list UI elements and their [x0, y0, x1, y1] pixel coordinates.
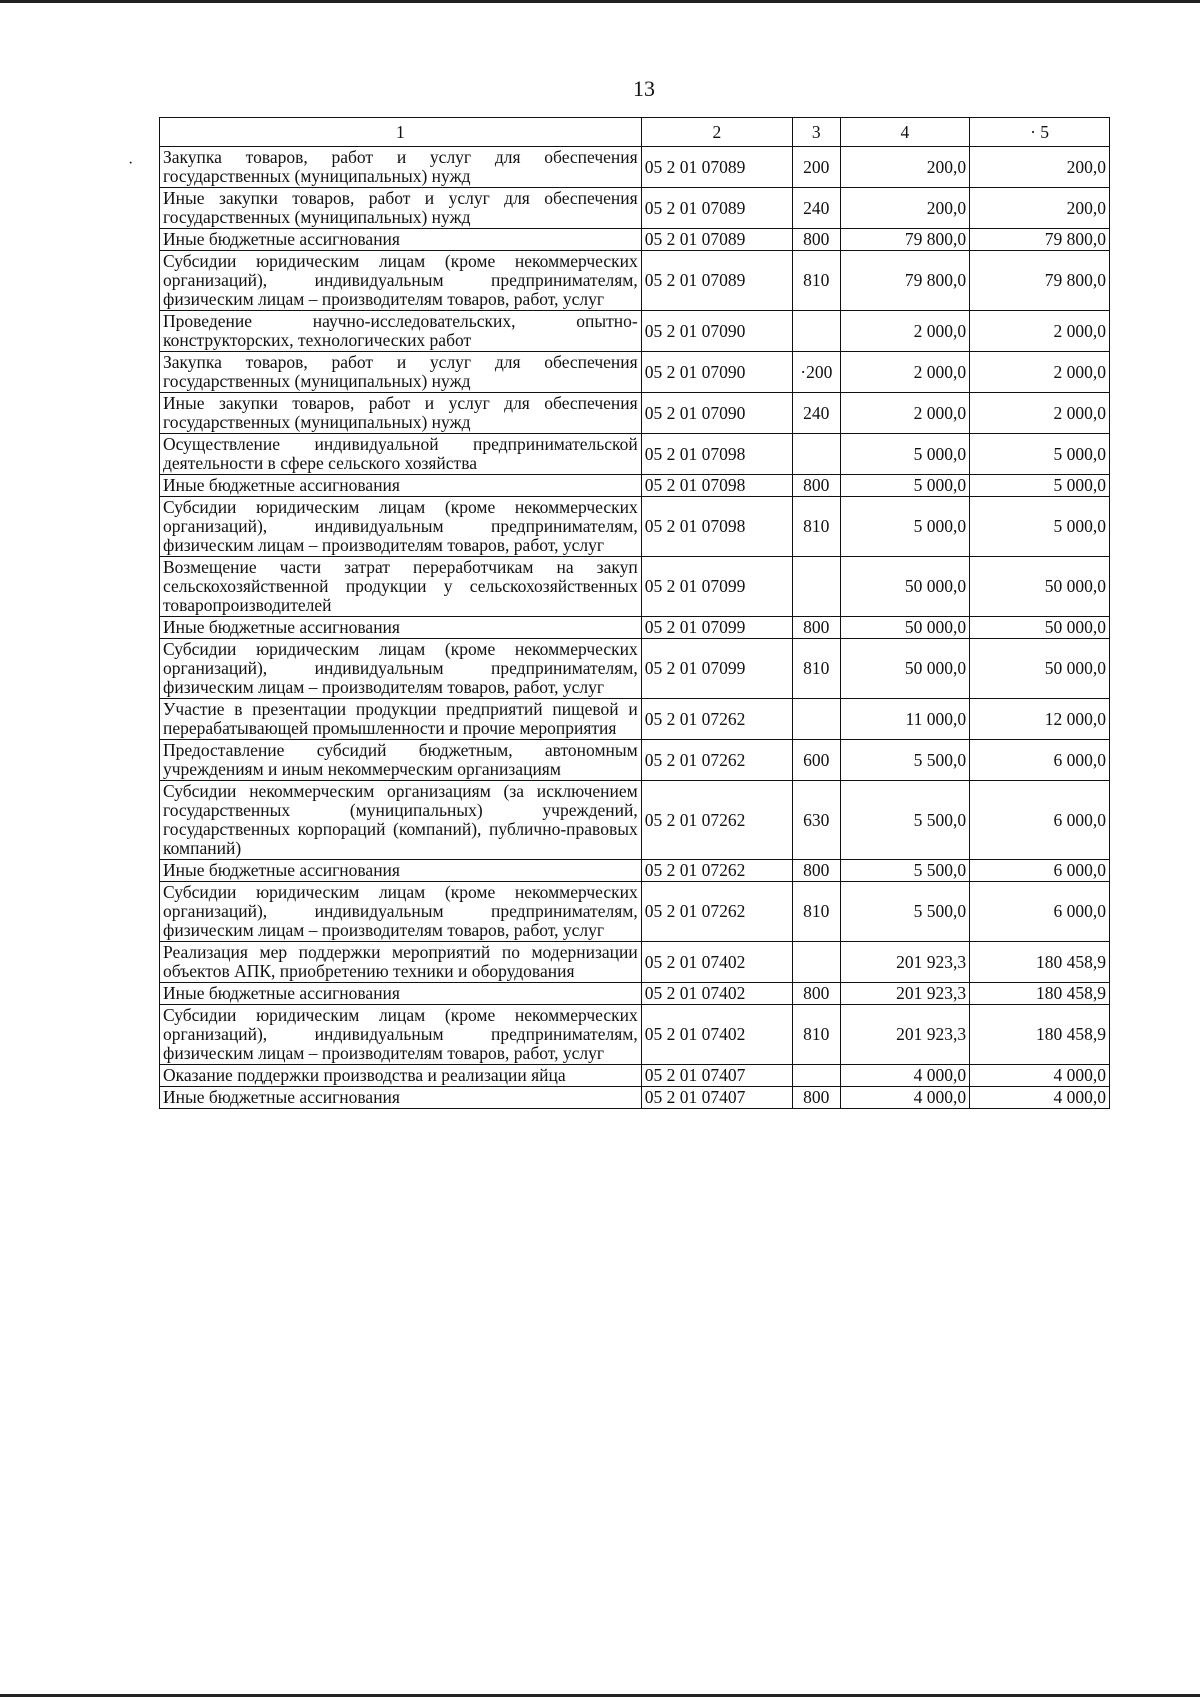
row-code-cell: 05 2 01 07099 [641, 639, 792, 699]
row-expense-type-cell: 810 [792, 882, 840, 942]
row-value-col5-cell: 5 000,0 [970, 434, 1110, 475]
table-row [160, 229, 1110, 251]
table-row [160, 475, 1110, 497]
row-expense-type-cell: 600 [792, 740, 840, 781]
row-code-cell: 05 2 01 07402 [641, 983, 792, 1005]
row-value-col5-cell: 12 000,0 [970, 699, 1110, 740]
row-value-col5-cell: 4 000,0 [970, 1065, 1110, 1087]
header-col-3: 3 [792, 118, 840, 147]
row-value-col4-cell: 79 800,0 [840, 251, 969, 311]
row-code-cell: 05 2 01 07262 [641, 860, 792, 882]
row-value-col5-cell: 6 000,0 [970, 740, 1110, 781]
table-row [160, 860, 1110, 882]
row-value-col4-cell: 11 000,0 [840, 699, 969, 740]
row-expense-type-cell: 630 [792, 781, 840, 860]
row-expense-type-cell: 800 [792, 617, 840, 639]
row-name-cell: Иные бюджетные ассигнования [160, 229, 642, 251]
row-name-cell: Возмещение части затрат переработчикам на закуп сельскохозяйственной продукции у сельскохозяйственных товаропроизводителей [160, 557, 642, 617]
row-code-cell: 05 2 01 07402 [641, 942, 792, 983]
table-row [160, 740, 1110, 781]
row-name-cell: Иные бюджетные ассигнования [160, 475, 642, 497]
table-row [160, 1005, 1110, 1065]
table-row [160, 147, 1110, 188]
table-row [160, 311, 1110, 352]
header-col-2: 2 [641, 118, 792, 147]
row-value-col4-cell: 5 000,0 [840, 497, 969, 557]
row-code-cell: 05 2 01 07098 [641, 497, 792, 557]
row-expense-type-cell: ·200 [792, 352, 840, 393]
row-code-cell: 05 2 01 07099 [641, 557, 792, 617]
row-expense-type-cell: 800 [792, 983, 840, 1005]
row-value-col4-cell: 200,0 [840, 188, 969, 229]
header-col-1: 1 [160, 118, 642, 147]
row-value-col4-cell: 50 000,0 [840, 557, 969, 617]
row-code-cell: 05 2 01 07098 [641, 475, 792, 497]
row-value-col4-cell: 5 500,0 [840, 781, 969, 860]
row-value-col5-cell: 5 000,0 [970, 497, 1110, 557]
row-value-col5-cell: 50 000,0 [970, 557, 1110, 617]
row-expense-type-cell: 800 [792, 229, 840, 251]
row-value-col4-cell: 5 000,0 [840, 475, 969, 497]
row-value-col5-cell: 79 800,0 [970, 251, 1110, 311]
row-code-cell: 05 2 01 07089 [641, 188, 792, 229]
table-row [160, 781, 1110, 860]
row-value-col4-cell: 4 000,0 [840, 1065, 969, 1087]
row-name-cell: Субсидии юридическим лицам (кроме некоммерческих организаций), индивидуальным предпринимателям, физическим лицам – производителям товаров, работ, услуг [160, 251, 642, 311]
row-name-cell: Субсидии юридическим лицам (кроме некоммерческих организаций), индивидуальным предпринимателям, физическим лицам – производителям товаров, работ, услуг [160, 1005, 642, 1065]
row-name-cell: Субсидии юридическим лицам (кроме некоммерческих организаций), индивидуальным предпринимателям, физическим лицам – производителям товаров, работ, услуг [160, 639, 642, 699]
row-value-col4-cell: 201 923,3 [840, 1005, 969, 1065]
table-header-row [160, 118, 1110, 147]
row-value-col5-cell: 79 800,0 [970, 229, 1110, 251]
row-value-col5-cell: 50 000,0 [970, 639, 1110, 699]
row-expense-type-cell [792, 557, 840, 617]
row-value-col4-cell: 2 000,0 [840, 311, 969, 352]
row-value-col5-cell: 180 458,9 [970, 983, 1110, 1005]
row-code-cell: 05 2 01 07262 [641, 781, 792, 860]
table-row [160, 557, 1110, 617]
row-value-col5-cell: 180 458,9 [970, 1005, 1110, 1065]
row-expense-type-cell: 240 [792, 393, 840, 434]
row-value-col4-cell: 5 500,0 [840, 860, 969, 882]
row-expense-type-cell: 810 [792, 639, 840, 699]
row-value-col4-cell: 2 000,0 [840, 393, 969, 434]
row-expense-type-cell [792, 311, 840, 352]
row-name-cell: Иные бюджетные ассигнования [160, 860, 642, 882]
row-value-col4-cell: 5 500,0 [840, 740, 969, 781]
row-value-col5-cell: 2 000,0 [970, 311, 1110, 352]
row-expense-type-cell: 800 [792, 860, 840, 882]
table-row [160, 352, 1110, 393]
row-code-cell: 05 2 01 07407 [641, 1065, 792, 1087]
row-value-col5-cell: 50 000,0 [970, 617, 1110, 639]
row-name-cell: Субсидии некоммерческим организациям (за исключением государственных (муниципальных) учреждений, государственных корпораций (компаний), публично-правовых компаний) [160, 781, 642, 860]
row-value-col4-cell: 79 800,0 [840, 229, 969, 251]
row-value-col5-cell: 2 000,0 [970, 352, 1110, 393]
row-name-cell: Участие в презентации продукции предприятий пищевой и перерабатывающей промышленности и прочие мероприятия [160, 699, 642, 740]
row-value-col4-cell: 50 000,0 [840, 617, 969, 639]
row-name-cell: Реализация мер поддержки мероприятий по модернизации объектов АПК, приобретению техники и оборудования [160, 942, 642, 983]
row-code-cell: 05 2 01 07090 [641, 311, 792, 352]
row-value-col5-cell: 6 000,0 [970, 781, 1110, 860]
budget-table [159, 117, 1110, 1109]
header-col-4: 4 [840, 118, 969, 147]
row-value-col5-cell: 200,0 [970, 188, 1110, 229]
table-row [160, 699, 1110, 740]
row-expense-type-cell: 810 [792, 251, 840, 311]
row-name-cell: Иные бюджетные ассигнования [160, 1087, 642, 1109]
row-expense-type-cell: 800 [792, 1087, 840, 1109]
row-value-col4-cell: 50 000,0 [840, 639, 969, 699]
row-value-col5-cell: 200,0 [970, 147, 1110, 188]
row-name-cell: Осуществление индивидуальной предпринимательской деятельности в сфере сельского хозяйства [160, 434, 642, 475]
row-value-col4-cell: 201 923,3 [840, 942, 969, 983]
row-name-cell: Закупка товаров, работ и услуг для обеспечения государственных (муниципальных) нужд [160, 147, 642, 188]
table-row [160, 882, 1110, 942]
row-value-col5-cell: 5 000,0 [970, 475, 1110, 497]
row-expense-type-cell: 200 [792, 147, 840, 188]
table-row [160, 639, 1110, 699]
row-expense-type-cell [792, 434, 840, 475]
row-expense-type-cell [792, 699, 840, 740]
header-col-5: · 5 [970, 118, 1110, 147]
row-value-col5-cell: 6 000,0 [970, 860, 1110, 882]
row-name-cell: Оказание поддержки производства и реализации яйца [160, 1065, 642, 1087]
row-code-cell: 05 2 01 07402 [641, 1005, 792, 1065]
row-name-cell: Иные закупки товаров, работ и услуг для обеспечения государственных (муниципальных) нужд [160, 188, 642, 229]
row-value-col4-cell: 5 000,0 [840, 434, 969, 475]
row-expense-type-cell: 240 [792, 188, 840, 229]
row-expense-type-cell: 810 [792, 1005, 840, 1065]
row-expense-type-cell [792, 942, 840, 983]
row-name-cell: Субсидии юридическим лицам (кроме некоммерческих организаций), индивидуальным предпринимателям, физическим лицам – производителям товаров, работ, услуг [160, 882, 642, 942]
table-row [160, 617, 1110, 639]
page-number: 13 [633, 76, 655, 101]
row-code-cell: 05 2 01 07089 [641, 229, 792, 251]
row-code-cell: 05 2 01 07098 [641, 434, 792, 475]
row-expense-type-cell: 810 [792, 497, 840, 557]
row-name-cell: Предоставление субсидий бюджетным, автономным учреждениям и иным некоммерческим организациям [160, 740, 642, 781]
row-name-cell: Закупка товаров, работ и услуг для обеспечения государственных (муниципальных) нужд [160, 352, 642, 393]
table-row [160, 497, 1110, 557]
row-code-cell: 05 2 01 07089 [641, 251, 792, 311]
table-row [160, 188, 1110, 229]
row-value-col4-cell: 4 000,0 [840, 1087, 969, 1109]
row-name-cell: Иные бюджетные ассигнования [160, 983, 642, 1005]
row-value-col5-cell: 6 000,0 [970, 882, 1110, 942]
row-value-col4-cell: 5 500,0 [840, 882, 969, 942]
table-row [160, 1065, 1110, 1087]
row-value-col5-cell: 4 000,0 [970, 1087, 1110, 1109]
table-row [160, 983, 1110, 1005]
row-code-cell: 05 2 01 07262 [641, 699, 792, 740]
row-name-cell: Иные закупки товаров, работ и услуг для обеспечения государственных (муниципальных) нужд [160, 393, 642, 434]
row-name-cell: Субсидии юридическим лицам (кроме некоммерческих организаций), индивидуальным предпринимателям, физическим лицам – производителям товаров, работ, услуг [160, 497, 642, 557]
row-code-cell: 05 2 01 07262 [641, 740, 792, 781]
row-code-cell: 05 2 01 07407 [641, 1087, 792, 1109]
row-code-cell: 05 2 01 07262 [641, 882, 792, 942]
table-row [160, 942, 1110, 983]
row-code-cell: 05 2 01 07090 [641, 352, 792, 393]
scan-edge-top [0, 0, 1200, 3]
row-value-col4-cell: 200,0 [840, 147, 969, 188]
table-row [160, 251, 1110, 311]
row-name-cell: Иные бюджетные ассигнования [160, 617, 642, 639]
table-row [160, 434, 1110, 475]
row-code-cell: 05 2 01 07099 [641, 617, 792, 639]
row-value-col5-cell: 2 000,0 [970, 393, 1110, 434]
table-row [160, 1087, 1110, 1109]
row-code-cell: 05 2 01 07090 [641, 393, 792, 434]
row-name-cell: Проведение научно-исследовательских, опытно-конструкторских, технологических работ [160, 311, 642, 352]
row-code-cell: 05 2 01 07089 [641, 147, 792, 188]
row-value-col4-cell: 2 000,0 [840, 352, 969, 393]
row-expense-type-cell: 800 [792, 475, 840, 497]
table-row [160, 393, 1110, 434]
row-value-col5-cell: 180 458,9 [970, 942, 1110, 983]
row-expense-type-cell [792, 1065, 840, 1087]
margin-mark: · [128, 155, 134, 172]
row-value-col4-cell: 201 923,3 [840, 983, 969, 1005]
